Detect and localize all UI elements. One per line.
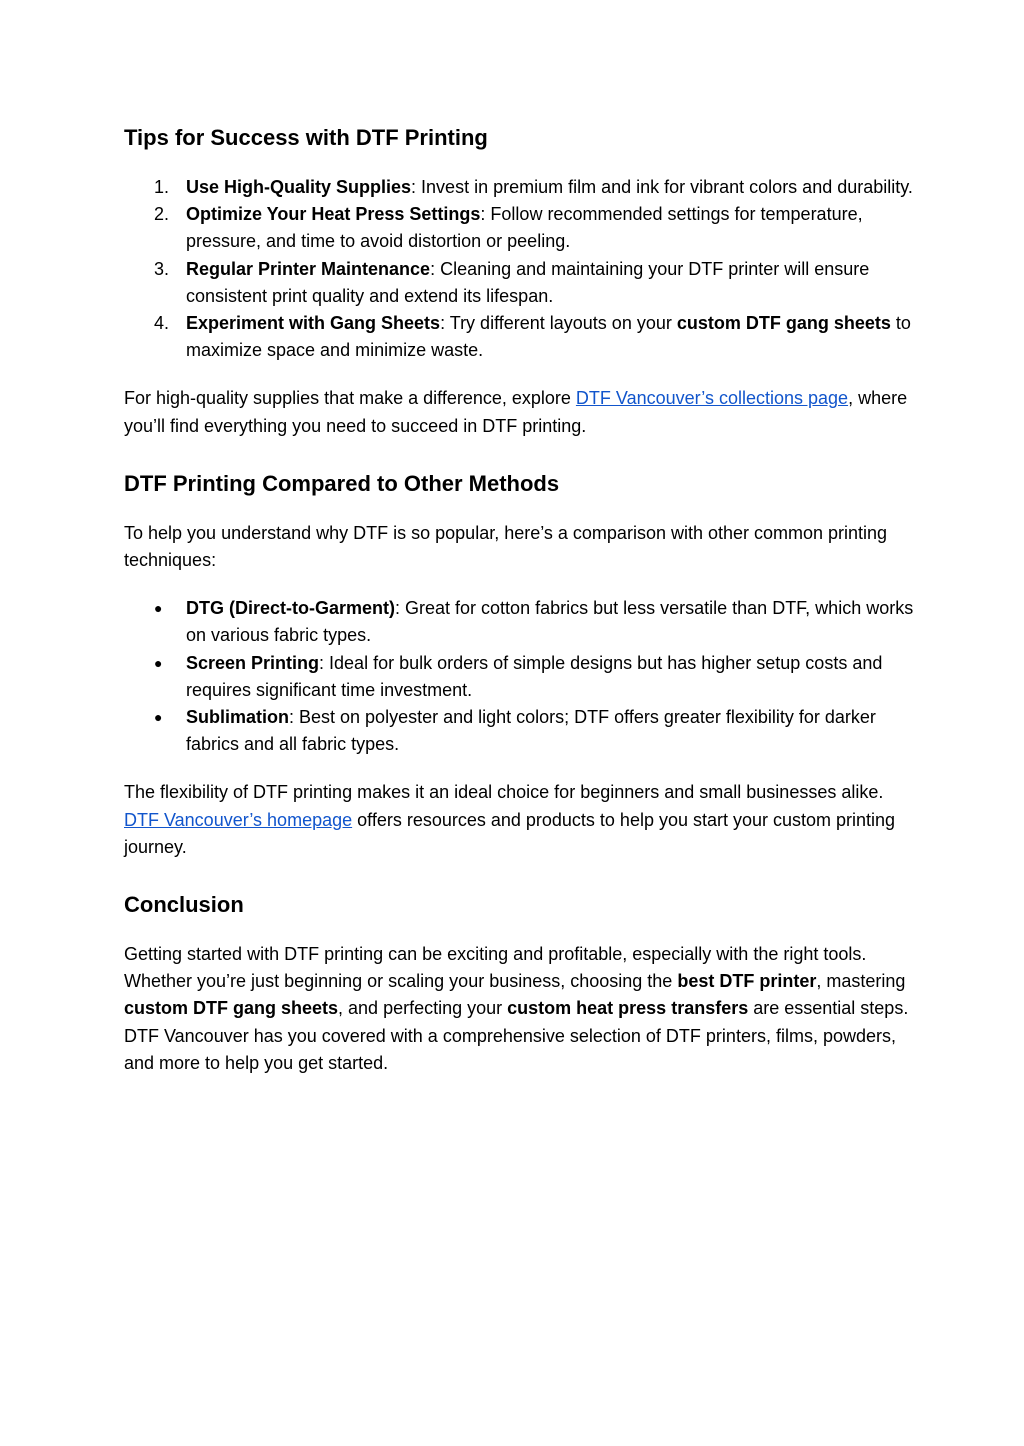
tip-text: : Follow recommended settings for temperature, pressure, and time to avoid distortion or peeling. — [186, 204, 863, 252]
paragraph-text: , mastering — [816, 971, 906, 992]
tips-list — [124, 174, 914, 364]
paragraph-text: , and perfecting your — [338, 998, 508, 1019]
bold-phrase: best DTF printer — [677, 971, 817, 992]
tip-bold-phrase: custom DTF gang sheets — [676, 313, 891, 334]
list-item — [124, 310, 914, 364]
conclusion-paragraph — [124, 941, 914, 1077]
tip-title: Optimize Your Heat Press Settings — [186, 204, 481, 225]
bold-phrase: custom heat press transfers — [507, 998, 749, 1019]
list-number: 1. — [154, 177, 170, 197]
method-title: Screen Printing — [186, 652, 320, 673]
method-title: DTG (Direct-to-Garment) — [186, 598, 396, 619]
tips-heading: Tips for Success with DTF Printing — [124, 125, 488, 150]
list-item — [124, 704, 914, 758]
compare-intro: To help you understand why DTF is so popular, here’s a comparison with other common printing techniques: — [124, 522, 888, 571]
method-text: : Best on polyester and light colors; DTF offers greater flexibility for darker fabrics and all fabric types. — [186, 707, 876, 755]
paragraph-text: are essential steps. DTF Vancouver has you covered with a comprehensive selection of DTF printers, films, powders, and more to help you get started. — [124, 998, 909, 1073]
compare-heading: DTF Printing Compared to Other Methods — [124, 470, 560, 496]
list-number: 3. — [154, 258, 170, 279]
tip-text: : Invest in premium film and ink for vibrant colors and durability. — [411, 177, 913, 197]
collections-page-link[interactable]: DTF Vancouver’s collections page — [575, 388, 849, 409]
paragraph-text: Getting started with DTF printing can be exciting and profitable, especially with the right tools. Whether you’re just beginning or scaling your business, choosing the — [124, 944, 867, 992]
list-item — [124, 201, 914, 255]
method-text: : Ideal for bulk orders of simple designs but has higher setup costs and requires significant time investment. — [186, 652, 883, 700]
conclusion-heading: Conclusion — [124, 892, 244, 918]
paragraph-text: The flexibility of DTF printing makes it an ideal choice for beginners and small businesses alike. — [124, 782, 884, 803]
tip-text: to maximize space and minimize waste. — [186, 313, 911, 361]
homepage-link[interactable]: DTF Vancouver’s homepage — [124, 809, 353, 830]
flexibility-paragraph — [124, 779, 914, 861]
tip-text: : Cleaning and maintaining your DTF printer will ensure consistent print quality and extend its lifespan. — [186, 258, 870, 306]
list-number: 2. — [154, 204, 170, 225]
tip-title: Experiment with Gang Sheets — [186, 313, 441, 334]
list-item — [124, 650, 914, 704]
bold-phrase: custom DTF gang sheets — [124, 998, 339, 1019]
list-item — [124, 174, 914, 201]
supplies-paragraph — [124, 385, 914, 439]
bullet-icon: ● — [154, 600, 163, 617]
bullet-icon: ● — [154, 709, 163, 726]
tip-title: Use High-Quality Supplies — [186, 177, 412, 197]
document-page — [124, 118, 914, 1077]
bullet-icon: ● — [154, 654, 163, 671]
method-text: : Great for cotton fabrics but less versatile than DTF, which works on various fabric types. — [186, 598, 914, 646]
paragraph-text: For high-quality supplies that make a difference, explore — [124, 388, 576, 409]
list-number: 4. — [154, 313, 170, 334]
paragraph-text: offers resources and products to help you start your custom printing journey. — [124, 809, 896, 857]
list-item — [124, 256, 914, 310]
list-item — [124, 595, 914, 649]
tip-text: : Try different layouts on your — [440, 313, 677, 334]
method-title: Sublimation — [186, 707, 289, 728]
tip-title: Regular Printer Maintenance — [186, 258, 431, 279]
compare-list — [124, 595, 914, 758]
paragraph-text: , where you’ll find everything you need to succeed in DTF printing. — [124, 388, 908, 436]
